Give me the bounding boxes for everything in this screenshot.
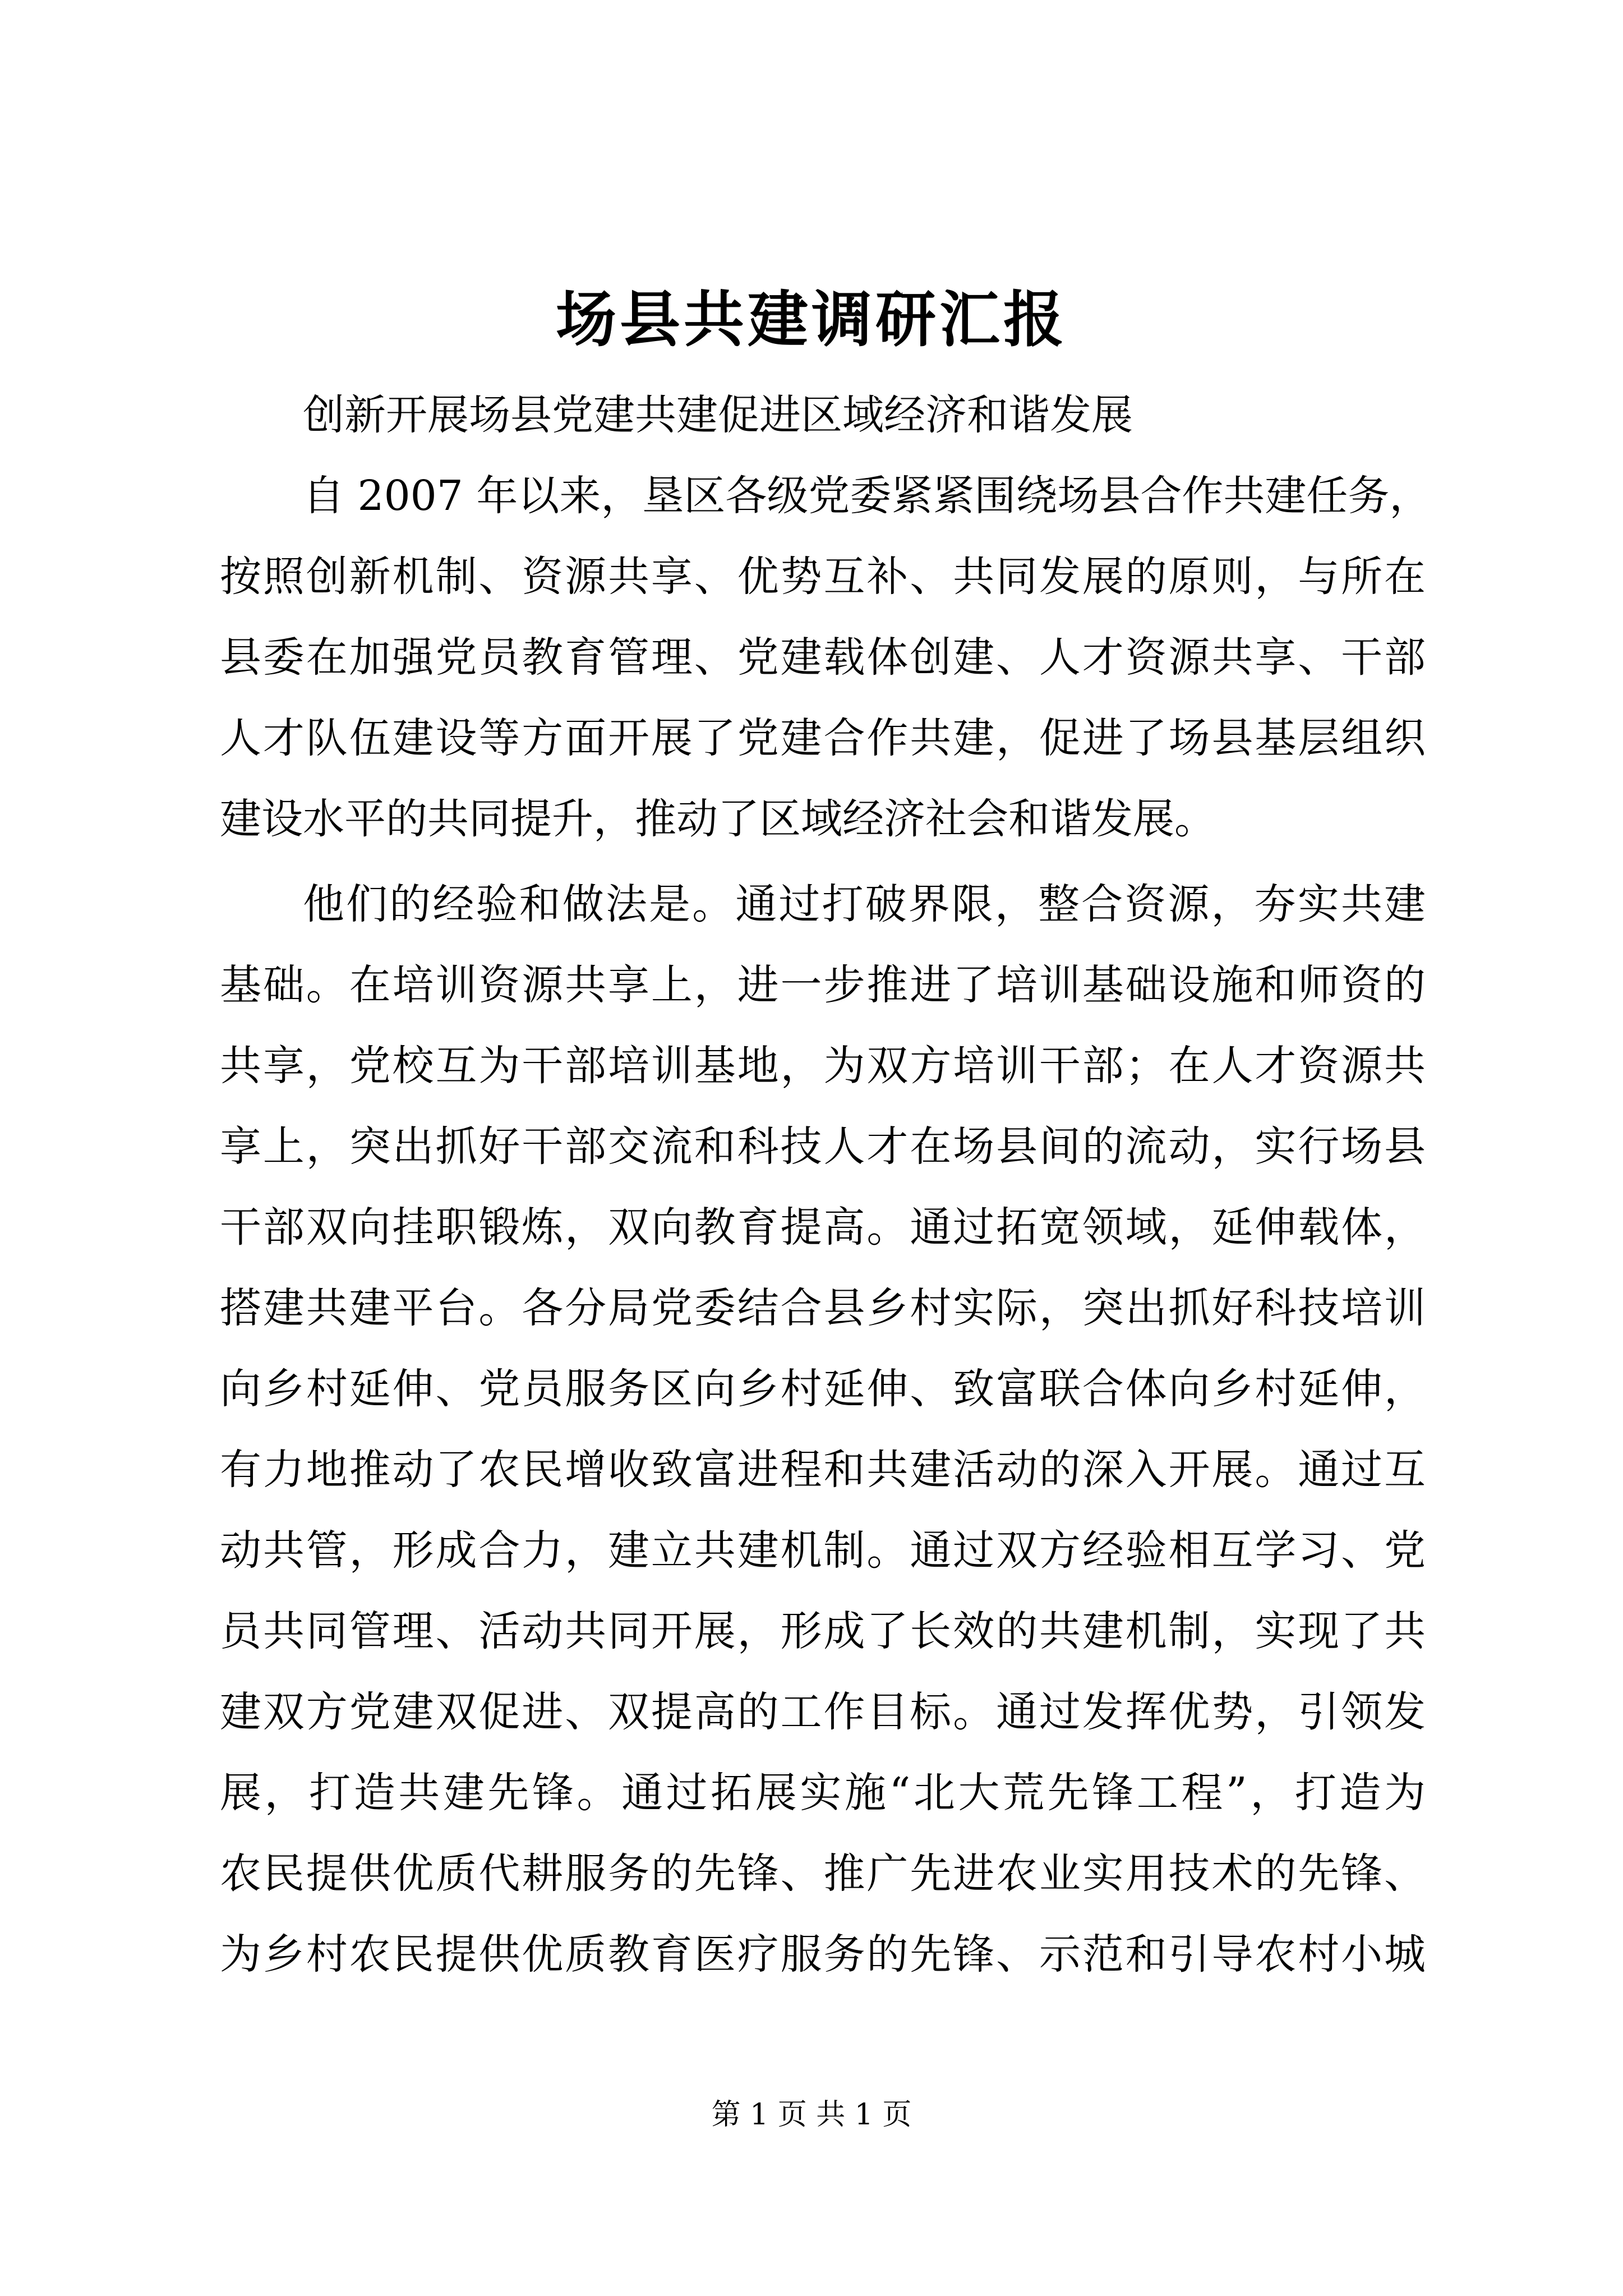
paragraph-2-line-4: 享上，突出抓好干部交流和科技人才在场县间的流动，实行场县 xyxy=(220,1122,1426,1171)
paragraph-2-line-2: 基础。在培训资源共享上，进一步推进了培训基础设施和师资的 xyxy=(220,961,1426,1009)
page-number-footer: 第 1 页 共 1 页 xyxy=(711,2098,912,2132)
paragraph-1-line-3: 县委在加强党员教育管理、党建载体创建、人才资源共享、干部 xyxy=(220,633,1426,682)
paragraph-2-line-14: 为乡村农民提供优质教育医疗服务的先锋、示范和引导农村小城 xyxy=(220,1930,1426,1978)
paragraph-1-line-5: 建设水平的共同提升，推动了区域经济社会和谐发展。 xyxy=(220,795,1216,843)
document-title: 场县共建调研汇报 xyxy=(555,284,1067,355)
paragraph-2-line-9: 动共管，形成合力，建立共建机制。通过双方经验相互学习、党 xyxy=(220,1526,1426,1575)
paragraph-2-line-5: 干部双向挂职锻炼，双向教育提高。通过拓宽领域，延伸载体， xyxy=(220,1203,1426,1251)
paragraph-2-line-10: 员共同管理、活动共同开展，形成了长效的共建机制，实现了共 xyxy=(220,1607,1426,1655)
paragraph-2-line-8: 有力地推动了农民增收致富进程和共建活动的深入开展。通过互 xyxy=(220,1446,1426,1494)
paragraph-2-line-6: 搭建共建平台。各分局党委结合县乡村实际，突出抓好科技培训 xyxy=(220,1284,1426,1332)
paragraph-2-line-1: 他们的经验和做法是。通过打破界限，整合资源，夯实共建 xyxy=(303,880,1426,928)
paragraph-1-line-1: 自 2007 年以来，垦区各级党委紧紧围绕场县合作共建任务， xyxy=(303,472,1431,520)
paragraph-2-line-3: 共享，党校互为干部培训基地，为双方培训干部；在人才资源共 xyxy=(220,1042,1426,1090)
paragraph-1-line-2: 按照创新机制、资源共享、优势互补、共同发展的原则，与所在 xyxy=(220,553,1426,601)
paragraph-2-line-7: 向乡村延伸、党员服务区向乡村延伸、致富联合体向乡村延伸， xyxy=(220,1365,1426,1413)
paragraph-2-line-11: 建双方党建双促进、双提高的工作目标。通过发挥优势，引领发 xyxy=(220,1688,1426,1736)
paragraph-2-line-12: 展，打造共建先锋。通过拓展实施“北大荒先锋工程”，打造为 xyxy=(220,1769,1426,1817)
paragraph-1-line-4: 人才队伍建设等方面开展了党建合作共建，促进了场县基层组织 xyxy=(220,714,1426,762)
paragraph-2-line-13: 农民提供优质代耕服务的先锋、推广先进农业实用技术的先锋、 xyxy=(220,1849,1426,1898)
document-subtitle: 创新开展场县党建共建促进区域经济和谐发展 xyxy=(303,391,1133,439)
